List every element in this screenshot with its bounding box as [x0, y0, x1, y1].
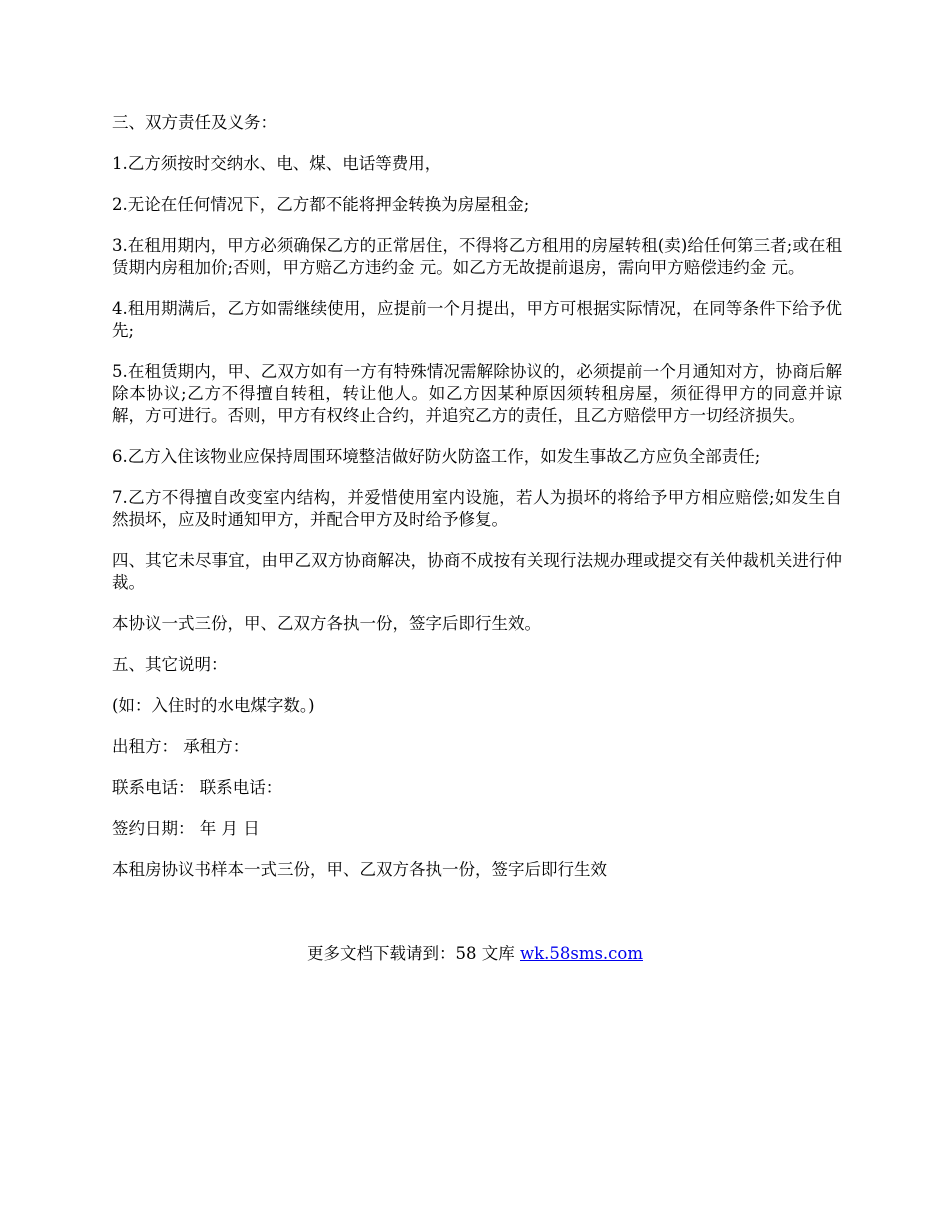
footer-link[interactable]: wk.58sms.com — [519, 944, 643, 963]
clause-7: 7.乙方不得擅自改变室内结构，并爱惜使用室内设施，若人为损坏的将给予甲方相应赔偿;如发生自然损坏，应及时通知甲方，并配合甲方及时给予修复。 — [112, 488, 842, 529]
footer-text: 更多文档下载请到：58 文库 — [306, 944, 520, 963]
clause-3: 3.在租用期内，甲方必须确保乙方的正常居住，不得将乙方租用的房屋转租(卖)给任何第三者;或在租赁期内房租加价;否则，甲方赔乙方违约金 元。如乙方无故提前退房，需向甲方赔偿违约金 元。 — [112, 236, 842, 277]
clause-4: 4.租用期满后，乙方如需继续使用，应提前一个月提出，甲方可根据实际情况，在同等条件下给予优先; — [112, 299, 842, 340]
closing-statement: 本租房协议书样本一式三份，甲、乙双方各执一份，签字后即行生效 — [112, 860, 607, 879]
clause-1: 1.乙方须按时交纳水、电、煤、电话等费用， — [112, 154, 442, 173]
footer — [0, 943, 950, 965]
sign-date-line: 签约日期： 年 月 日 — [112, 819, 260, 838]
section-four: 四、其它未尽事宜，由甲乙双方协商解决，协商不成按有关现行法规办理或提交有关仲裁机关进行仲裁。 — [112, 551, 842, 592]
parties-line: 出租方： 承租方： — [112, 737, 250, 756]
clause-2: 2.无论在任何情况下，乙方都不能将押金转换为房屋租金; — [112, 195, 530, 214]
clause-5: 5.在租赁期内，甲、乙双方如有一方有特殊情况需解除协议的，必须提前一个月通知对方，协商后解除本协议;乙方不得擅自转租，转让他人。如乙方因某种原因须转租房屋，须征得甲方的同意并谅解，方可进行。否则，甲方有权终止合约，并追究乙方的责任，且乙方赔偿甲方一切经济损失。 — [112, 362, 842, 425]
section-five-heading: 五、其它说明： — [112, 655, 228, 674]
copies-statement: 本协议一式三份，甲、乙双方各执一份，签字后即行生效。 — [112, 614, 541, 633]
clause-6: 6.乙方入住该物业应保持周围环境整洁做好防火防盗工作，如发生事故乙方应负全部责任; — [112, 447, 761, 466]
section-three-heading: 三、双方责任及义务： — [112, 113, 277, 132]
other-notes: (如：入住时的水电煤字数。) — [112, 696, 315, 715]
document-body — [112, 112, 842, 900]
phone-line: 联系电话： 联系电话： — [112, 778, 283, 797]
